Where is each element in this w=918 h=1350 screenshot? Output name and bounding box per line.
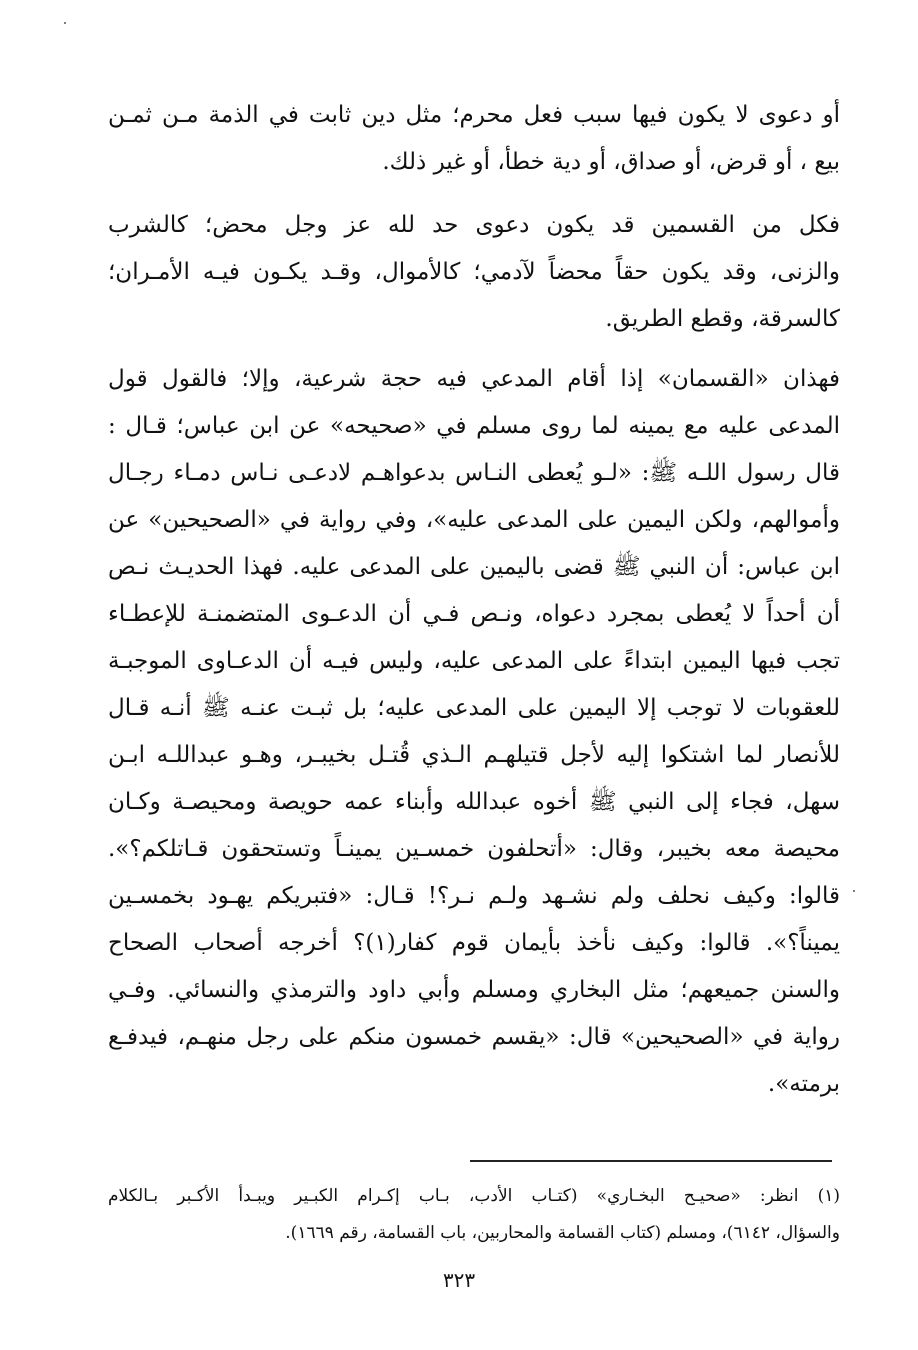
text-line: قالوا: وكيف نحلف ولم نشـهد ولـم نـر؟! قـال: «فتبريكم يهـود بخمسـين (108, 883, 840, 909)
text-line: المدعى عليه مع يمينه لما روى مسلم في «صحيحه» عن ابن عباس؛ قـال : (108, 413, 840, 439)
footnote (108, 1178, 840, 1252)
text-line: يميناً؟». قالوا: وكيف نأخذ بأيمان قوم كفار(١)؟ أخرجه أصحاب الصحاح (108, 930, 840, 956)
text-line: أن أحداً لا يُعطى بمجرد دعواه، ونـص فـي أن الدعـوى المتضمنـة للإعطـاء (108, 601, 840, 627)
paragraph-2 (108, 202, 840, 343)
text-line: بيع ، أو قرض، أو صداق، أو دية خطأ، أو غير ذلك. (382, 149, 840, 175)
scan-speck (853, 890, 855, 892)
page-number: ٣٢٣ (442, 1268, 476, 1292)
text-line: رواية في «الصحيحين» قال: «يقسم خمسون منكم على رجل منهـم، فيدفـع (108, 1024, 840, 1050)
text-line: فكل من القسمين قد يكون دعوى حد لله عز وجل محض؛ كالشرب (108, 212, 840, 238)
text-line: أو دعوى لا يكون فيها سبب فعل محرم؛ مثل دين ثابت في الذمة مـن ثمـن (108, 102, 840, 128)
text-line: للأنصار لما اشتكوا إليه لأجل قتيلهـم الـذي قُتـل بخيبـر، وهـو عبداللـه ابـن (108, 742, 840, 768)
text-line: برمته». (767, 1071, 840, 1097)
paragraph-3 (108, 356, 840, 1108)
footnote-line: والسؤال، ٦١٤٢)، ومسلم (كتاب القسامة والمحاربين، باب القسامة، رقم ١٦٦٩). (285, 1223, 840, 1243)
text-line: للعقوبات لا توجب إلا اليمين على المدعى عليه؛ بل ثبـت عنـه ﷺ أنـه قـال (108, 695, 840, 721)
footnote-line: (١) انظر: «صحيـح البخـاري» (كتـاب الأدب، بـاب إكـرام الكبـير ويبـدأ الأكـبر بـالكلام (108, 1186, 840, 1206)
text-line: فهذان «القسمان» إذا أقام المدعي فيه حجة شرعية، وإلا؛ فالقول قول (108, 366, 840, 392)
footnote-divider (470, 1160, 832, 1162)
text-line: وأموالهم، ولكن اليمين على المدعى عليه»، وفي رواية في «الصحيحين» عن (108, 507, 840, 533)
text-line: ابن عباس: أن النبي ﷺ قضى باليمين على المدعى عليه. فهذا الحديـث نـص (108, 554, 840, 580)
text-line: قال رسول اللـه ﷺ: «لـو يُعطى النـاس بدعواهـم لادعـى نـاس دمـاء رجـال (108, 460, 840, 486)
text-line: تجب فيها اليمين ابتداءً على المدعى عليه، وليس فيـه أن الدعـاوى الموجبـة (108, 648, 840, 674)
scan-speck (64, 22, 66, 24)
text-line: والزنى، وقد يكون حقاً محضاً لآدمي؛ كالأموال، وقـد يكـون فيـه الأمـران؛ (108, 259, 840, 285)
paragraph-1 (108, 92, 840, 186)
text-line: كالسرقة، وقطع الطريق. (605, 306, 840, 332)
text-line: والسنن جميعهم؛ مثل البخاري ومسلم وأبي داود والترمذي والنسائي. وفـي (108, 977, 840, 1003)
text-line: سهل، فجاء إلى النبي ﷺ أخوه عبدالله وأبناء عمه حويصة ومحيصـة وكـان (108, 789, 840, 815)
text-line: محيصة معه بخيبر، وقال: «أتحلفون خمسـين يمينـاً وتستحقون قـاتلكم؟». (108, 836, 840, 862)
